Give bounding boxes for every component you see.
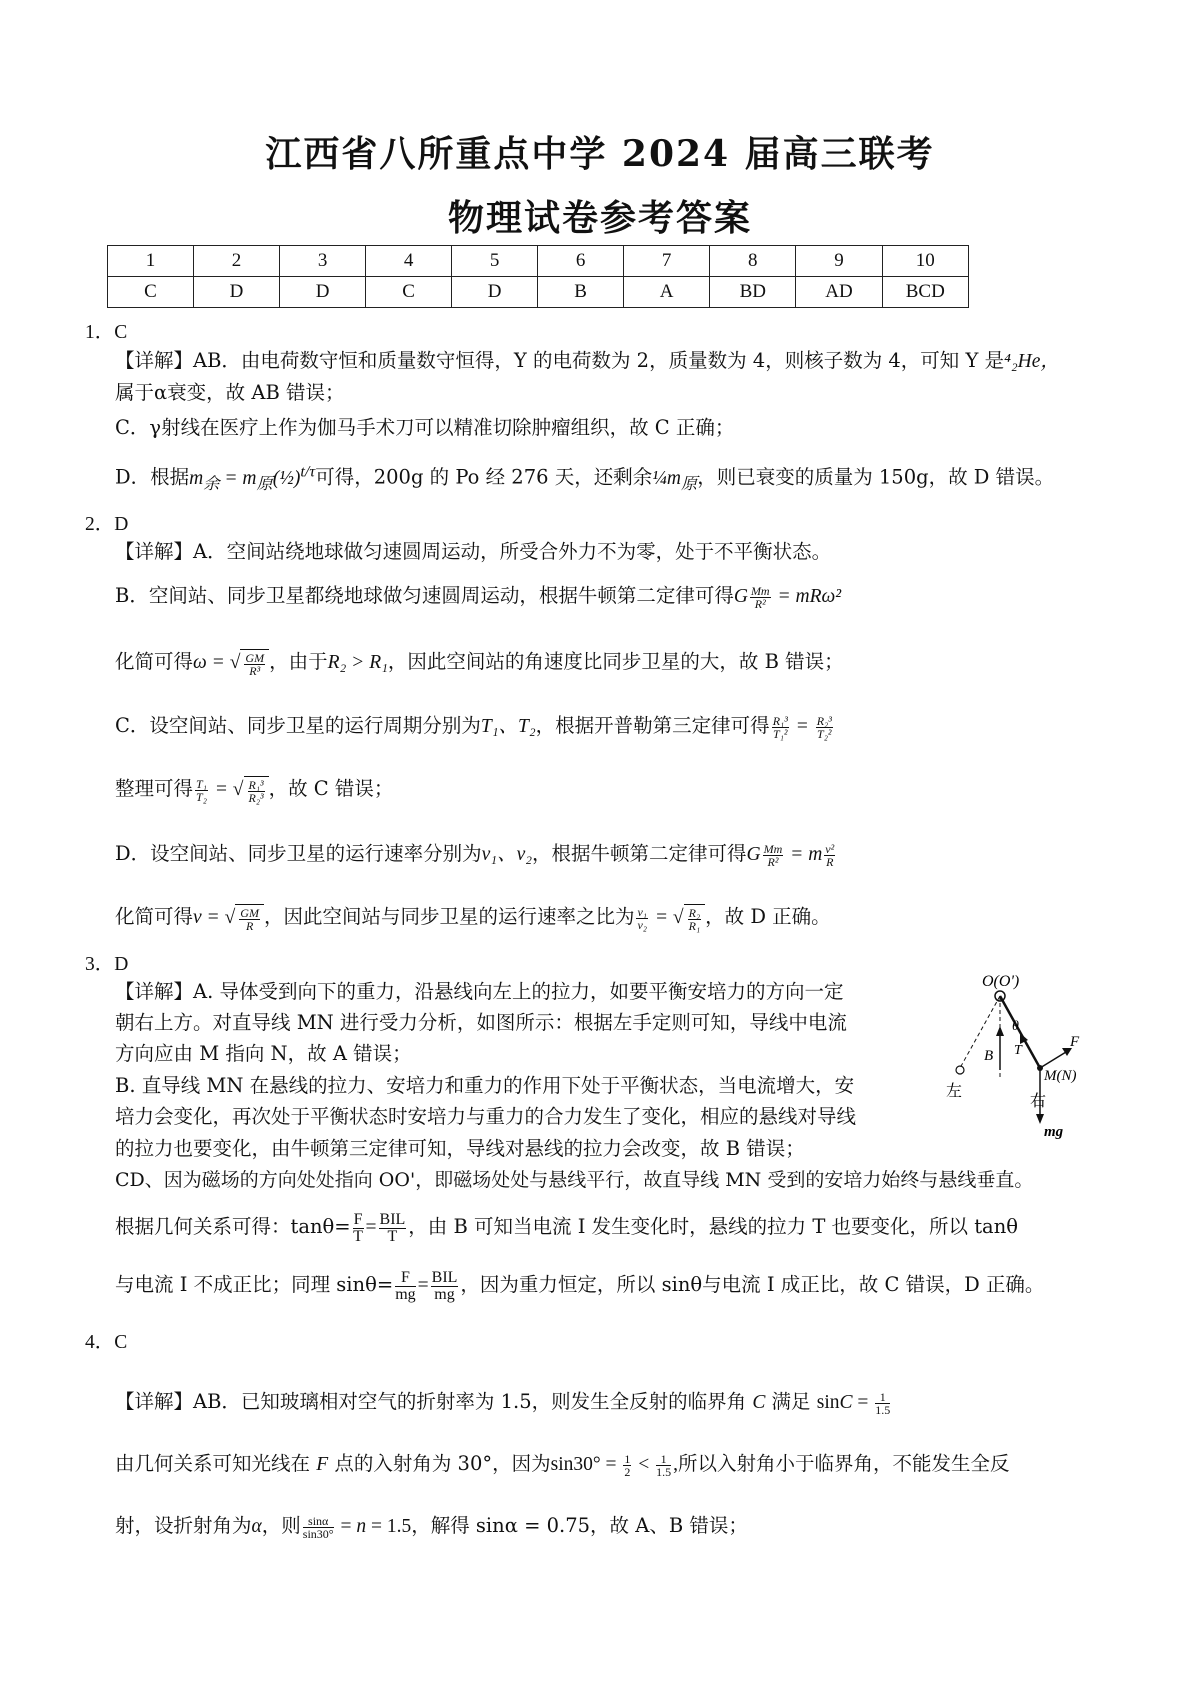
q4-text: 所以入射角小于临界角，不能发生全反: [678, 1452, 1010, 1475]
question-number: 10: [882, 246, 968, 277]
answer-cell: D: [280, 277, 366, 308]
question-number: 4: [366, 246, 452, 277]
wire-mn: [1037, 1065, 1043, 1071]
q2-text: B．空间站、同步卫星都绕地球做匀速圆周运动，根据牛顿第二定律可得: [115, 584, 734, 607]
q2-text: ，故 D 正确。: [705, 905, 831, 928]
q2-explanation-line: 【详解】A．空间站绕地球做匀速圆周运动，所受合外力不为零，处于不平衡状态。: [115, 540, 832, 563]
left-point: [956, 1066, 964, 1074]
answer-cell: BD: [710, 277, 796, 308]
q4-text: 点的入射角为 30°，因为: [334, 1452, 551, 1475]
q3-tan-formula: $\frac{F}{T}$ = $\frac{\text{BIL}}{T}$: [353, 1211, 406, 1245]
q2-kepler: $\frac{\text{R₁³}}{\text{T₁²}}$ = $\frac{\text{R₂³}}{\text{T₂²}}$: [772, 714, 832, 742]
q2-explanation-line: [115, 648, 844, 678]
answer-table-header-row: [108, 246, 969, 277]
answer-cell: B: [538, 277, 624, 308]
t-label: T: [1014, 1043, 1022, 1058]
tension-arrow: [1024, 1040, 1040, 1068]
q3-text: 与电流 I 不成正比；同理 sinθ=: [115, 1272, 394, 1296]
q2-text: ，根据开普勒第三定律可得: [535, 714, 770, 737]
q1-text: 可得，200g 的 Po 经 276 天，还剩余: [315, 465, 653, 489]
q2-text: ，因此空间站与同步卫星的运行速率之比为: [263, 905, 635, 928]
question-number: 7: [624, 246, 710, 277]
q1-remaining: $\frac{1}{4}m_原$: [652, 467, 698, 493]
left-label: 左: [946, 1081, 963, 1100]
q2-radius-compare: R₂ > R₁: [327, 652, 388, 673]
q4-alpha: α: [251, 1516, 262, 1537]
question-3-answer: 3．D: [85, 954, 129, 975]
q4-text: 由几何关系可知光线在: [115, 1452, 311, 1475]
b-label: B: [984, 1048, 994, 1064]
theta-label: θ: [1012, 1019, 1019, 1034]
mirror-reference: [960, 996, 1000, 1068]
q3-explanation-line: 培力会变化，再次处于平衡状态时安培力与重力的合力发生了变化，相应的悬线对导线: [115, 1105, 857, 1128]
gravity-arrowhead: [1036, 1114, 1044, 1124]
question-number: 5: [452, 246, 538, 277]
q2-text: C．设空间站、同步卫星的运行周期分别为: [115, 714, 481, 737]
figure-o-label: O(O'): [982, 973, 1020, 990]
answer-table-answer-row: [108, 277, 969, 308]
question-number: 9: [796, 246, 882, 277]
question-number: 8: [710, 246, 796, 277]
force-diagram: [940, 970, 1110, 1140]
question-1-answer: 1．C: [85, 322, 128, 343]
q3-explanation-line: [115, 1212, 1018, 1245]
q4-text: 射，设折射角为: [115, 1514, 252, 1537]
q1-explanation-line: 属于α衰变，故 AB 错误；: [115, 381, 345, 404]
mg-label: mg: [1044, 1124, 1064, 1140]
q1-text: D．根据: [115, 465, 190, 489]
q3-explanation-line: CD、因为磁场的方向处处指向 OO'，即磁场处处与悬线平行，故直导线 MN 受到的安培力始终与悬线垂直。: [115, 1169, 1034, 1191]
answer-cell: D: [452, 277, 538, 308]
q2-text: ，根据牛顿第二定律可得: [532, 842, 747, 865]
q3-sin-formula: $\frac{F}{mg}$ = $\frac{\text{BIL}}{mg}$: [395, 1269, 458, 1303]
b-arrowhead: [996, 1026, 1004, 1036]
question-number: 6: [538, 246, 624, 277]
q3-explanation-line: 方向应由 M 指向 N，故 A 错误；: [115, 1042, 412, 1065]
q2-text: 化简可得: [115, 905, 194, 928]
q2-text: 整理可得: [115, 777, 194, 800]
q4-text: ，则: [261, 1514, 301, 1537]
q4-text: ，解得 sinα = 0.75，故 A、B 错误；: [411, 1514, 748, 1537]
q1-helium: ⁴₂He，: [1004, 351, 1060, 372]
q1-text: ，则已衰变的质量为 150g，故 D 错误。: [697, 465, 1055, 489]
q3-explanation-line: 的拉力也要变化，由牛顿第三定律可知，导线对悬线的拉力会改变，故 B 错误；: [115, 1137, 805, 1160]
answer-cell: BCD: [882, 277, 968, 308]
q2-explanation-line: [115, 582, 841, 611]
answer-cell: C: [366, 277, 452, 308]
q3-text: ，因为重力恒定，所以 sinθ与电流 I 成正比，故 C 错误，D 正确。: [460, 1272, 1045, 1296]
q4-sinc: sinC = $\frac{1}{1.5}$: [816, 1390, 891, 1418]
q4-critical-angle: C: [752, 1392, 766, 1413]
q2-text: ，由于: [269, 650, 328, 673]
answer-cell: A: [624, 277, 710, 308]
q4-explanation-line: [115, 1388, 892, 1417]
mn-label: M(N): [1044, 1068, 1077, 1084]
f-label: F: [1070, 1034, 1080, 1050]
question-number: 3: [280, 246, 366, 277]
q2-newton: G $\frac{Mm}{\text{R²}}$ = m $\frac{\text{v²}}{R}$: [746, 842, 835, 870]
q2-omega-formula: ω = √ $\frac{GM}{\text{R³}}$: [193, 652, 269, 673]
right-label: 右: [1030, 1091, 1047, 1110]
q4-explanation-line: [115, 1512, 748, 1541]
q3-explanation-line: B. 直导线 MN 在悬线的拉力、安培力和重力的作用下处于平衡状态，当电流增大，安: [115, 1074, 855, 1097]
q3-explanation-line: [115, 1270, 1044, 1303]
page-subtitle: 物理试卷参考答案: [447, 197, 752, 239]
q2-velocity: v = √ $\frac{GM}{R}$: [193, 907, 264, 928]
q3-text: 根据几何关系可得：tanθ=: [115, 1214, 351, 1238]
question-4-answer: 4．C: [85, 1332, 128, 1353]
q2-explanation-line: [115, 903, 831, 933]
q2-period-ratio: $\frac{\text{T₁}}{\text{T₂}}$ = √ $\frac{\text{R₁³}}{\text{R₂³}}$: [193, 779, 269, 800]
force-arrow: [1040, 1052, 1066, 1068]
page-title: 江西省八所重点中学 2024 届高三联考: [265, 133, 935, 175]
q2-formula: G $\frac{Mm}{\text{R²}}$ = mRω²: [733, 584, 842, 612]
q2-explanation-line: [115, 840, 837, 869]
q3-explanation-line: 朝右上方。对直导线 MN 进行受力分析，如图所示：根据左手定则可知，导线中电流: [115, 1011, 847, 1034]
q1-decay-formula: $m_余$ = $m_原(\frac{1}{2})^{t/\tau}$: [189, 462, 316, 493]
q3-explanation-line: 【详解】A. 导体受到向下的重力，沿悬线向左上的拉力，如要平衡安培力的方向一定: [115, 980, 844, 1003]
q2-explanation-line: [115, 712, 835, 741]
q2-explanation-line: [115, 775, 393, 805]
q1-explanation-line: [115, 347, 1060, 376]
answer-table: [107, 245, 969, 308]
q3-text: ，由 B 可知当电流 I 发生变化时，悬线的拉力 T 也要变化，所以 tanθ: [408, 1214, 1018, 1238]
q2-speeds: v₁、v₂: [481, 844, 533, 865]
q1-explanation-line: [115, 457, 1054, 497]
q4-snell: $\frac{\sin\alpha}{\sin 30^\circ}$ = n = 1.5: [302, 1514, 412, 1542]
q2-velocity-ratio: $\frac{\text{v₁}}{\text{v₂}}$ = √ $\frac{\text{R₂}}{\text{R₁}}$: [634, 907, 705, 928]
q4-point-f: F: [316, 1454, 329, 1475]
answer-cell: AD: [796, 277, 882, 308]
question-number: 1: [108, 246, 194, 277]
q2-text: ，因此空间站的角速度比同步卫星的大，故 B 错误；: [387, 650, 844, 673]
q1-explanation-line: C．γ射线在医疗上作为伽马手术刀可以精准切除肿瘤组织，故 C 正确；: [115, 416, 735, 439]
question-number: 2: [194, 246, 280, 277]
q4-text: 【详解】AB．已知玻璃相对空气的折射率为 1.5，则发生全反射的临界角: [115, 1390, 747, 1413]
answer-cell: D: [194, 277, 280, 308]
q1-text: 【详解】AB．由电荷数守恒和质量数守恒得，Y 的电荷数为 2，质量数为 4，则核子数为 4，可知 Y 是: [115, 349, 1005, 372]
q4-sin30: sin30° = $\frac{1}{2}$ < $\frac{1}{1.5}$ ,: [550, 1452, 679, 1480]
q2-periods: T₁、T₂: [480, 716, 536, 737]
answer-cell: C: [108, 277, 194, 308]
q4-text: 满足: [771, 1390, 811, 1413]
q2-text: ，故 C 错误；: [268, 777, 394, 800]
q4-explanation-line: [115, 1450, 1010, 1479]
question-2-answer: 2．D: [85, 514, 129, 535]
q2-text: 化简可得: [115, 650, 194, 673]
q2-text: D．设空间站、同步卫星的运行速率分别为: [115, 842, 482, 865]
